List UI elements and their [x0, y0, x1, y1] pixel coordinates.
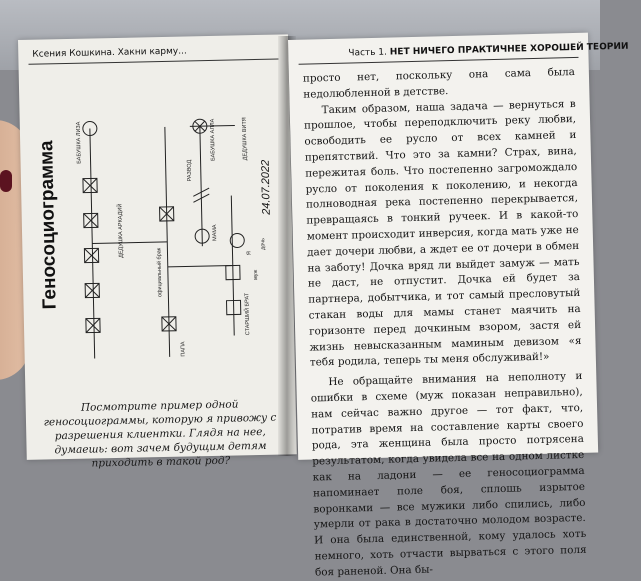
label-grandma-liza: БАБУШКА ЛИЗА [75, 121, 83, 164]
left-page [18, 34, 297, 470]
label-official-marriage: официальный брак [156, 247, 164, 298]
label-grandma-alla: БАБУШКА АЛЛА [209, 118, 217, 161]
fingernail [0, 170, 12, 192]
genosociogram-diagram [29, 65, 286, 390]
family-lines [90, 125, 240, 358]
paragraph-2: Таким образом, наша задача — вернуться в прошлое, чтобы переподключить реку любви, освободить ее русло от всех камней и препятствий. Что это за камни? Страх, вина, пережитая боль. Что постепенно загромождало русло от поколения к поколению, и некогда полноводная река постепенно перекрывается, превращаясь в тонкий ручеек. И в какой-то момент происходит инверсия, когда мать уже не дает дочери любви, а ждет ее от дочери в обмен на заботу! Дочка вряд ли выйдет замуж — мать не даст, не отпустит. Дочка ей будет за партнера, добытчика, и тот самый пресловутый стакан воды для мамы станет маячить на горизонте перед дочкиным взором, застя ей жизнь невысказанным маминым девизом «я тебя родила, теперь ты меня обслуживай!» [303, 97, 582, 369]
header-part-number: Часть 1. [348, 47, 388, 59]
label-senior-brother: СТАРШИЙ БРАТ [244, 292, 252, 336]
label-client: Я [246, 251, 253, 256]
female-symbols [83, 118, 245, 250]
diagram-date: 24.07.2022 [259, 159, 273, 215]
header-chapter-title: НЕТ НИЧЕГО ПРАКТИЧНЕЕ ХОРОШЕЙ ТЕОРИИ [389, 41, 629, 58]
diagram-labels [76, 117, 269, 359]
label-divorce: РАЗВОД [186, 159, 193, 182]
paragraph-1: просто нет, поскольку она сама была недолюбленной в детстве. [302, 66, 576, 101]
diagram-title: Геносоциограмма [36, 140, 61, 310]
body-text [303, 65, 587, 581]
label-grandpa-vitya: ДЕДУШКА ВИТЯ [241, 117, 249, 161]
right-header-rule [299, 57, 579, 65]
label-daughter: дочь [260, 237, 267, 250]
label-husband: муж [252, 269, 260, 281]
left-header-rule [29, 59, 279, 65]
label-mama: МАМА [211, 224, 219, 241]
diagram-caption: Посмотрите пример одной геносоциограммы, которую я привожу с разрешения клиентки. Глядя на нее, думаешь: вот зачем будущим детям приходить в такой род? [43, 398, 277, 470]
label-grandpa-arkady: ДЕДУШКА АРКАДИЙ [117, 203, 125, 258]
right-running-header [348, 42, 628, 59]
left-running-header: Ксения Кошкина. Хакни карму... [32, 46, 187, 60]
right-page [288, 33, 629, 579]
label-papa: ПАПА [180, 341, 187, 357]
paragraph-3: Не обращайте внимания на неполноту и ошибки в схеме (муж показан неправильно), нам сейчас важно другое — тот факт, что, потратив время на составление карты своего рода, эта женщина была просто потрясена результатом, когда увидела все на одном листке как на ладони — ее геносоциограмма напоминает поле боя, сплошь изрытое воронками — все мужики либо спились, либо умерли от рака в достаточно молодом возрасте. И она была единственной, кому удалось хоть немного, хоть отчасти вырваться с этого поля боя раненой. Она бы- [310, 370, 587, 579]
